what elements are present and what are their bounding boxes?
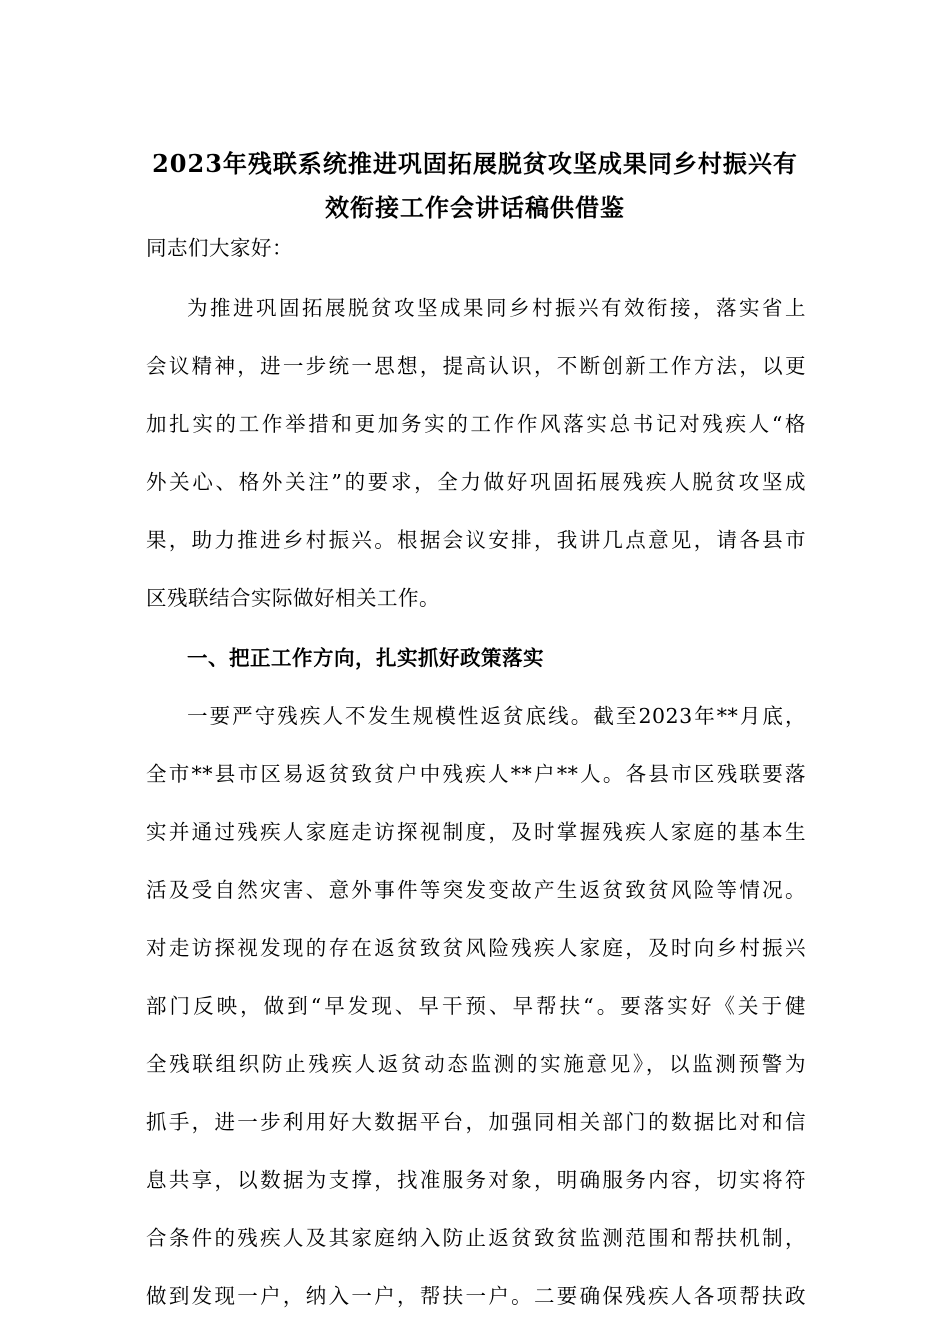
paragraph-line: 会议精神，进一步统一思想，提高认识，不断创新工作方法，以更	[146, 354, 806, 378]
paragraph-line: 为推进巩固拓展脱贫攻坚成果同乡村振兴有效衔接，落实省上	[187, 296, 806, 320]
paragraph-line: 做到发现一户，纳入一户，帮扶一户。二要确保残疾人各项帮扶政	[146, 1284, 806, 1308]
greeting: 同志们大家好：	[146, 236, 293, 260]
paragraph-line: 抓手，进一步利用好大数据平台，加强同相关部门的数据比对和信	[146, 1110, 806, 1134]
paragraph-line: 加扎实的工作举措和更加务实的工作作风落实总书记对残疾人“格	[146, 412, 806, 436]
paragraph-line: 一要严守残疾人不发生规模性返贫底线。截至2023年**月底，	[187, 704, 806, 728]
paragraph-line: 活及受自然灾害、意外事件等突发变故产生返贫致贫风险等情况。	[146, 878, 806, 902]
paragraph-line: 实并通过残疾人家庭走访探视制度，及时掌握残疾人家庭的基本生	[146, 820, 806, 844]
document-title	[120, 142, 830, 230]
paragraph-line: 部门反映，做到“早发现、早干预、早帮扶“。要落实好《关于健	[146, 994, 806, 1018]
section-heading: 一、把正工作方向，扎实抓好政策落实	[187, 646, 544, 670]
paragraph-line: 对走访探视发现的存在返贫致贫风险残疾人家庭，及时向乡村振兴	[146, 936, 806, 960]
paragraph-line: 息共享，以数据为支撑，找准服务对象，明确服务内容，切实将符	[146, 1168, 806, 1192]
paragraph-line: 外关心、格外关注”的要求，全力做好巩固拓展残疾人脱贫攻坚成	[146, 470, 806, 494]
paragraph-line: 果，助力推进乡村振兴。根据会议安排，我讲几点意见，请各县市	[146, 528, 806, 552]
title-line-1: 2023年残联系统推进巩固拓展脱贫攻坚成果同乡村振兴有	[152, 149, 798, 178]
paragraph-line: 全市**县市区易返贫致贫户中残疾人**户**人。各县市区残联要落	[146, 762, 806, 786]
paragraph-line: 区残联结合实际做好相关工作。	[146, 586, 440, 610]
title-line-2: 效衔接工作会讲话稿供借鉴	[325, 193, 625, 222]
paragraph-line: 合条件的残疾人及其家庭纳入防止返贫致贫监测范围和帮扶机制，	[146, 1226, 806, 1250]
paragraph-line: 全残联组织防止残疾人返贫动态监测的实施意见》，以监测预警为	[146, 1052, 806, 1076]
